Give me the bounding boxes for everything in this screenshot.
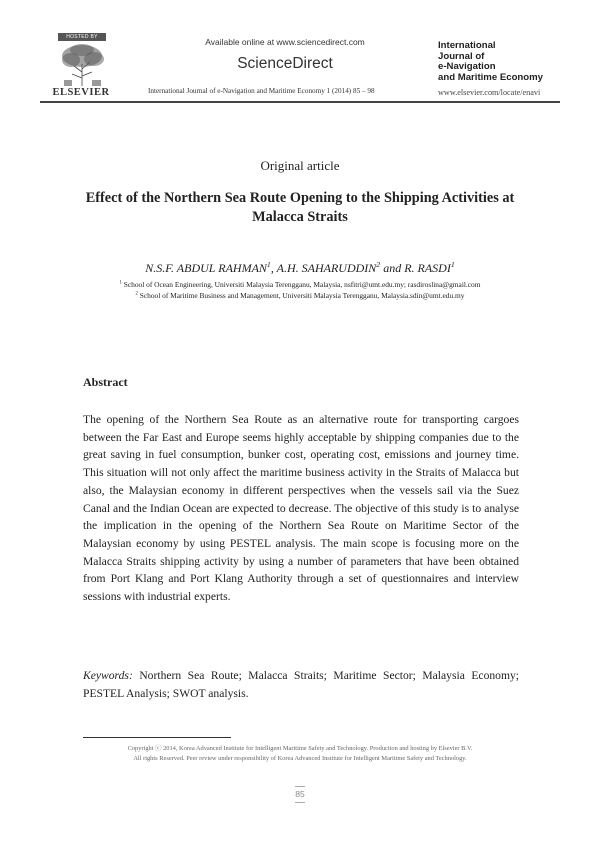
author-name: R. RASDI <box>404 261 451 275</box>
copyright-line: All rights Reserved. Peer review under responsibility of Korea Advanced Institute for Intelligent Maritime Safety and Technology. <box>133 754 467 762</box>
journal-url[interactable]: www.elsevier.com/locate/enavi <box>438 88 541 97</box>
author-list <box>0 261 600 276</box>
elsevier-logo-text: ELSEVIER <box>52 87 110 98</box>
author-name: N.S.F. ABDUL RAHMAN <box>145 261 267 275</box>
affiliation-text: School of Maritime Business and Management, Universiti Malaysia Terengganu, Malaysia.sdin@umt.edu.my <box>139 291 465 300</box>
affiliation <box>0 291 600 300</box>
sciencedirect-brand: ScienceDirect <box>237 55 333 72</box>
keywords-text: Northern Sea Route; Malacca Straits; Maritime Sector; Malaysia Economy; PESTEL Analysis; SWOT analysis. <box>83 669 519 700</box>
affiliation-text: School of Ocean Engineering, Universiti Malaysia Terengganu, Malaysia, nsfitri@umt.edu.my; rasdiroslina@gmail.com <box>123 280 481 289</box>
abstract-heading: Abstract <box>83 375 128 389</box>
author-name: A.H. SAHARUDDIN <box>276 261 377 275</box>
author-separator: and <box>380 261 405 275</box>
journal-title-line: International <box>438 40 496 51</box>
page-number-rule <box>295 802 305 803</box>
journal-title <box>438 41 578 83</box>
page-number: 85 <box>295 789 305 799</box>
copyright-notice <box>90 744 510 763</box>
journal-title-line: Journal of <box>438 50 485 62</box>
journal-citation: International Journal of e-Navigation and Maritime Economy 1 (2014) 85 – 98 <box>148 87 375 95</box>
journal-title-line: and Maritime Economy <box>438 71 544 83</box>
elsevier-tree-icon <box>54 42 110 87</box>
article-title: Effect of the Northern Sea Route Opening to the Shipping Activities at Malacca Straits <box>85 190 515 225</box>
article-type: Original article <box>260 158 340 173</box>
hosted-by-label: HOSTED BY <box>58 33 106 41</box>
author-sup: 2 <box>376 260 381 269</box>
page-number-rule <box>295 786 305 787</box>
available-online-text[interactable]: Available online at www.sciencedirect.com <box>205 37 365 47</box>
keywords-label: Keywords: <box>83 669 133 682</box>
copyright-line: Copyright ⓒ 2014, Korea Advanced Institute for Intelligent Maritime Safety and Technology. Production and hosting by Elsevier B.V. <box>127 745 473 752</box>
footnote-divider <box>83 737 231 738</box>
author-separator: , <box>270 261 277 275</box>
abstract-body: The opening of the Northern Sea Route as an alternative route for transporting cargoes between the Far East and Europe seems highly acceptable by shipping companies due to the great saving in fuel consumption, bunker cost, operating cost, emissions and journey time. This situation will not only affect the maritime business activity in the Straits of Malacca but also, the Malaysian economy in different perspectives when the vessels sail via the Suez Canal and the Indian Ocean are expected to decrease. The objective of this study is to analyse the implication in the opening of the Northern Sea Route on Maritime Sector of the Malaysian economy by using PESTEL analysis. The main scope is focusing more on the Malacca Straits shipping activity by using a number of parameters that have been obtained from Port Klang and Port Klang Authority through a set of questionnaires and interview sessions with industrial experts. <box>83 413 519 604</box>
journal-title-line: e-Navigation <box>438 61 496 72</box>
affiliation <box>0 280 600 289</box>
author-sup: 1 <box>266 260 271 269</box>
affiliation-sup: 1 <box>119 280 122 286</box>
author-sup: 1 <box>450 260 455 269</box>
keywords <box>83 667 519 702</box>
affiliation-sup: 2 <box>135 291 138 297</box>
header-divider <box>40 101 560 103</box>
